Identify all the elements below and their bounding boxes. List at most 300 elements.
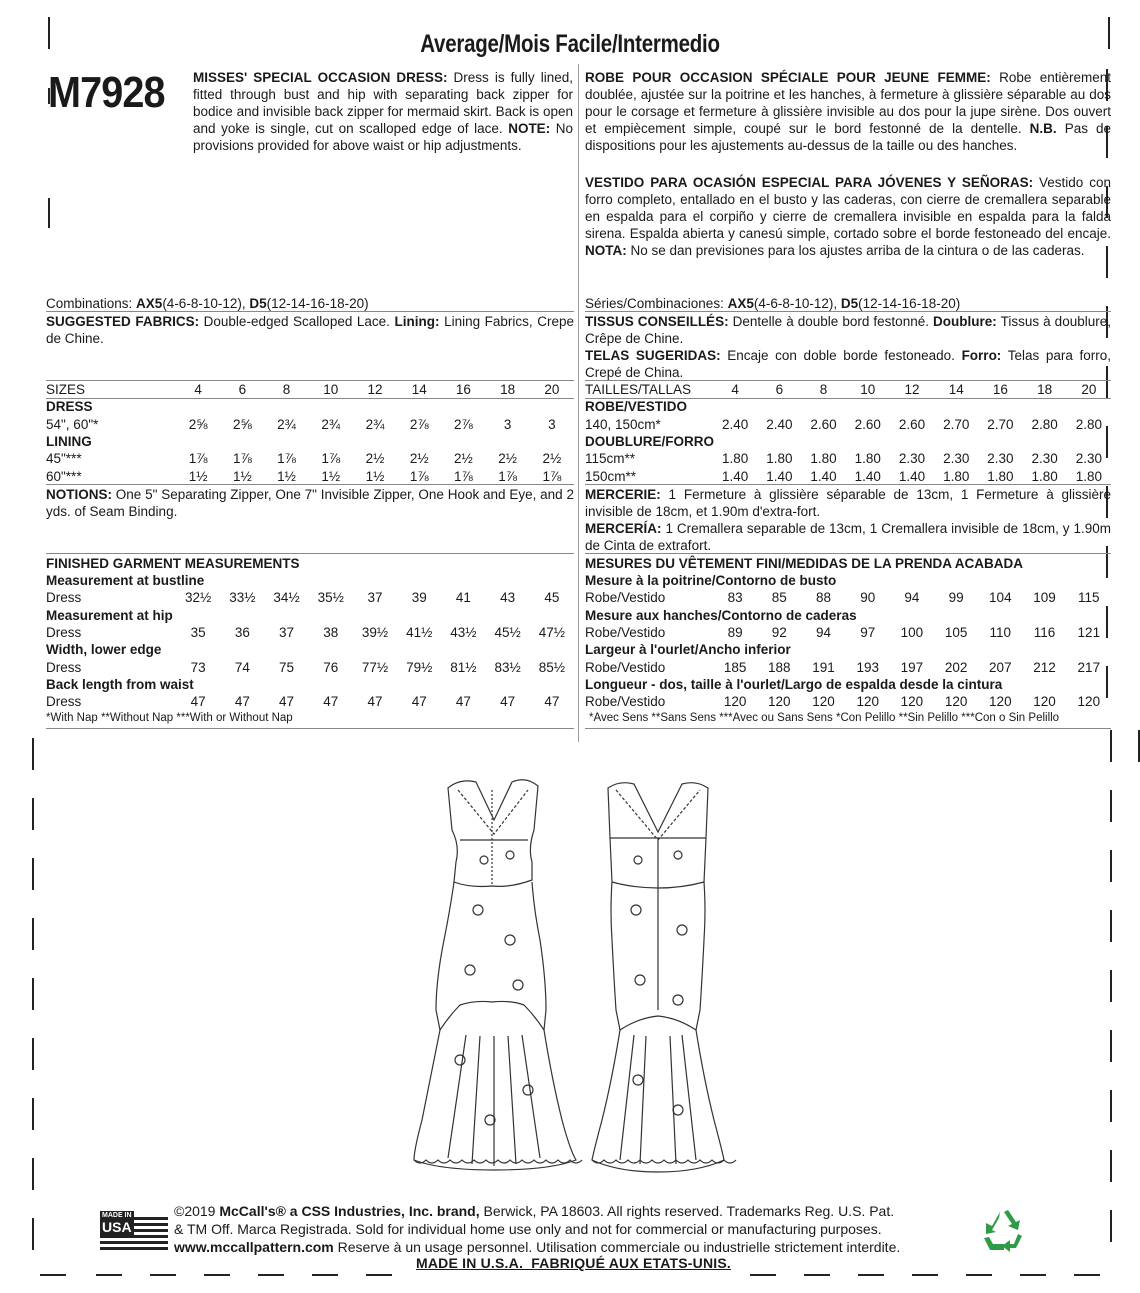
crop-mark xyxy=(204,1274,230,1276)
table-row xyxy=(46,624,574,641)
measurement-value: 188 xyxy=(768,659,791,675)
yardage-value: 2.70 xyxy=(987,416,1014,432)
copyright-year: ©2019 xyxy=(174,1203,220,1219)
crop-mark xyxy=(750,1274,776,1276)
garment-label: Dress xyxy=(46,625,82,641)
measurement-title: Back length from waist xyxy=(46,676,194,692)
crop-mark xyxy=(32,1038,34,1070)
measurement-value: 47 xyxy=(500,694,516,710)
measurement-value: 41 xyxy=(455,590,471,606)
measurement-value: 35 xyxy=(190,625,206,641)
yardage-value: 2¾ xyxy=(321,416,341,432)
made-in-label: MADE IN xyxy=(102,1212,132,1219)
website-link[interactable]: www.mccallpattern.com xyxy=(174,1239,334,1255)
crop-mark xyxy=(1110,1090,1112,1122)
size-header: 18 xyxy=(500,382,516,398)
crop-mark xyxy=(366,1274,392,1276)
yardage-value: 2½ xyxy=(454,451,473,467)
measurement-value: 100 xyxy=(900,625,924,641)
measurement-title: Width, lower edge xyxy=(46,642,162,658)
crop-mark xyxy=(912,1274,938,1276)
width-label: 45"*** xyxy=(46,451,82,467)
finished-heading-fr: MESURES DU VÊTEMENT FINI/MEDIDAS DE LA PRENDA ACABADA xyxy=(585,556,1024,571)
lining-heading-row xyxy=(585,433,1111,450)
notions-en xyxy=(46,486,574,520)
copyright-block xyxy=(174,1202,984,1256)
measurement-value: 77½ xyxy=(361,659,389,675)
measurement-title: Longueur - dos, taille à l'ourlet/Largo de espalda desde la cintura xyxy=(585,676,1003,692)
finished-table-fr xyxy=(585,572,1111,710)
yardage-value: 2.60 xyxy=(810,416,837,432)
yardage-value: 1½ xyxy=(365,468,385,484)
yardage-value: 2½ xyxy=(498,451,518,467)
crop-mark xyxy=(32,1158,34,1190)
size-header: 14 xyxy=(948,382,964,398)
footnote-fr: *Avec Sens **Sans Sens ***Avec ou Sans Sens *Con Pelillo **Sin Pelillo ***Con o Sin Pelillo xyxy=(589,712,1060,724)
fabrics-es xyxy=(585,347,1111,381)
measurement-value: 79½ xyxy=(406,659,433,675)
yardage-value: 2.40 xyxy=(766,416,793,432)
garment-label: Robe/Vestido xyxy=(585,625,666,641)
measurement-value: 185 xyxy=(723,659,747,675)
mercerie-text: 1 Fermeture à glissière séparable de 13cm, 1 Fermeture à glissière invisible de 18cm, et 1.90m d'extra-fort. xyxy=(585,487,1111,519)
garment-label: Robe/Vestido xyxy=(585,659,666,675)
table-row xyxy=(585,450,1111,467)
size-header: 4 xyxy=(194,382,202,398)
lining-label: LINING xyxy=(46,434,92,450)
measurement-value: 37 xyxy=(279,625,295,641)
yardage-value: 3 xyxy=(503,416,512,432)
table-row xyxy=(46,693,574,710)
measurement-value: 120 xyxy=(1077,694,1101,710)
description-fr xyxy=(585,69,1111,154)
yardage-value: 1½ xyxy=(321,468,341,484)
table-row xyxy=(46,450,574,467)
description-es xyxy=(585,174,1111,259)
telas-text: Encaje con doble borde festoneado. xyxy=(720,348,962,363)
desc-fr-heading: ROBE POUR OCCASION SPÉCIALE POUR JEUNE FEMME: xyxy=(585,70,991,85)
yardage-value: 2⅞ xyxy=(409,416,429,432)
table-row xyxy=(46,416,574,433)
measurement-value: 36 xyxy=(234,625,250,641)
dress-heading-row xyxy=(46,398,574,415)
width-label: 54", 60"* xyxy=(46,416,99,432)
size-header: 16 xyxy=(992,382,1008,398)
measurement-value: 47½ xyxy=(538,625,566,641)
combinations-en xyxy=(46,295,369,312)
combo-view: D5 xyxy=(840,296,859,311)
table-row xyxy=(585,589,1111,606)
yardage-value: 1½ xyxy=(232,468,252,484)
measurement-title-row xyxy=(46,641,574,658)
crop-mark xyxy=(40,1274,66,1276)
merceria-label: MERCERÍA: xyxy=(585,521,662,536)
measurement-value: 32½ xyxy=(184,590,212,606)
crop-mark xyxy=(1110,970,1112,1002)
combo-sizes: (4-6-8-10-12), xyxy=(753,296,841,311)
measurement-value: 212 xyxy=(1033,659,1056,675)
forro-text: Telas para forro, Crepé de China. xyxy=(585,348,1111,380)
yardage-value: 1⅞ xyxy=(454,468,473,484)
sizes-label: SIZES xyxy=(46,382,86,398)
measurement-value: 47 xyxy=(455,694,471,710)
description-en xyxy=(193,69,573,154)
size-header: 12 xyxy=(904,382,920,398)
measurement-value: 45 xyxy=(544,590,560,606)
size-header: 10 xyxy=(323,382,339,398)
crop-mark xyxy=(1110,910,1112,942)
lining-label: Lining: xyxy=(394,314,440,329)
back-view-drawing xyxy=(592,783,736,1172)
yardage-value: 2.60 xyxy=(898,416,926,432)
measurement-value: 88 xyxy=(815,590,832,606)
note-es-label: NOTA: xyxy=(585,243,627,258)
measurement-value: 43½ xyxy=(450,625,477,641)
yardage-value: 1.80 xyxy=(987,468,1014,484)
yardage-value: 1⅞ xyxy=(498,468,518,484)
measurement-title: Measurement at bustline xyxy=(46,573,205,589)
measurement-value: 202 xyxy=(944,659,968,675)
table-row xyxy=(585,693,1111,710)
garment-label: Dress xyxy=(46,590,82,606)
rule xyxy=(46,728,574,729)
lining-text: Lining Fabrics, Crepe de Chine. xyxy=(46,314,575,346)
crop-mark xyxy=(32,1218,34,1250)
width-label: 115cm** xyxy=(585,451,636,467)
measurement-value: 43 xyxy=(500,590,516,606)
mercerie-label: MERCERIE: xyxy=(585,487,661,502)
merceria-es xyxy=(585,520,1111,554)
fabrics-fr xyxy=(585,313,1111,347)
table-row xyxy=(46,467,574,484)
measurement-value: 45½ xyxy=(494,625,521,641)
yardage-value: 2⅞ xyxy=(454,416,473,432)
crop-mark xyxy=(966,1274,992,1276)
measurement-title-row xyxy=(46,572,574,589)
yardage-value: 2.80 xyxy=(1075,416,1103,432)
difficulty-title: Average/Mois Facile/Intermedio xyxy=(420,30,720,58)
measurement-value: 191 xyxy=(812,659,835,675)
yardage-value: 1.40 xyxy=(854,468,881,484)
garment-label: Dress xyxy=(46,659,82,675)
measurement-value: 41½ xyxy=(406,625,433,641)
measurement-value: 99 xyxy=(948,590,964,606)
crop-mark xyxy=(1074,1274,1100,1276)
yardage-value: 1½ xyxy=(277,468,296,484)
yardage-value: 1⅞ xyxy=(542,468,562,484)
yardage-value: 1.40 xyxy=(810,468,837,484)
crop-mark xyxy=(1110,850,1112,882)
desc-en-text: Dress is fully lined, fitted through bust and hip with separating back zipper for bodice and invisible back zipper for mermaid skirt. Back is open and yoke is single, cut on scalloped edge of lace. xyxy=(193,70,573,136)
crop-mark xyxy=(150,1274,176,1276)
rule xyxy=(46,553,574,554)
garment-illustration xyxy=(400,760,740,1185)
yardage-value: 1.80 xyxy=(810,451,837,467)
combo-sizes: (4-6-8-10-12), xyxy=(162,296,250,311)
crop-mark xyxy=(1110,1030,1112,1062)
measurement-value: 83 xyxy=(727,590,743,606)
measurement-value: 207 xyxy=(989,659,1012,675)
table-row xyxy=(585,658,1111,675)
size-header: 8 xyxy=(282,382,291,398)
finished-heading-en: FINISHED GARMENT MEASUREMENTS xyxy=(46,556,300,571)
yardage-value: 3 xyxy=(548,416,556,432)
measurement-value: 120 xyxy=(723,694,747,710)
combo-sizes: (12-14-16-18-20) xyxy=(266,296,369,311)
measurement-value: 116 xyxy=(1033,625,1056,641)
size-header: 16 xyxy=(455,382,471,398)
fabrics-en xyxy=(46,313,574,347)
yardage-value: 2.30 xyxy=(898,451,926,467)
size-header: 8 xyxy=(819,382,828,398)
combinations-label: Combinations: xyxy=(46,296,137,311)
measurement-value: 39 xyxy=(411,590,427,606)
yardage-value: 2⅝ xyxy=(232,416,252,432)
sizes-row xyxy=(46,381,574,398)
crop-mark xyxy=(32,978,34,1010)
note-fr-label: N.B. xyxy=(1021,121,1057,136)
front-view-drawing xyxy=(414,780,582,1170)
combo-view: AX5 xyxy=(136,296,163,311)
measurement-title-row xyxy=(585,676,1111,693)
measurement-value: 120 xyxy=(812,694,835,710)
measurement-title-row xyxy=(585,607,1111,624)
yardage-value: 1.80 xyxy=(766,451,793,467)
dress-label: ROBE/VESTIDO xyxy=(585,399,688,415)
made-in-usa-footer: MADE IN U.S.A. FABRIQUÉ AUX ETATS-UNIS. xyxy=(416,1255,731,1271)
measurement-value: 120 xyxy=(944,694,968,710)
yardage-value: 2⅝ xyxy=(188,416,208,432)
measurement-value: 90 xyxy=(860,590,876,606)
yardage-value: 2.40 xyxy=(721,416,749,432)
size-header: 18 xyxy=(1037,382,1053,398)
measurement-value: 89 xyxy=(727,625,743,641)
yardage-value: 1½ xyxy=(188,468,208,484)
notions-text: One 5" Separating Zipper, One 7" Invisible Zipper, One Hook and Eye, and 2 yds. of Seam Binding. xyxy=(46,487,574,519)
measurement-value: 94 xyxy=(815,625,832,641)
measurement-value: 33½ xyxy=(229,590,256,606)
yardage-value: 2.60 xyxy=(854,416,881,432)
tissus-label: TISSUS CONSEILLÉS: xyxy=(585,314,729,329)
table-row xyxy=(585,624,1111,641)
measurement-value: 47 xyxy=(323,694,339,710)
crop-mark xyxy=(858,1274,884,1276)
yardage-value: 1.80 xyxy=(854,451,881,467)
measurement-value: 120 xyxy=(989,694,1012,710)
crop-mark xyxy=(804,1274,830,1276)
measurement-title: Measurement at hip xyxy=(46,607,173,623)
measurement-title: Largeur à l'ourlet/Ancho inferior xyxy=(585,642,791,658)
fabrics-label: SUGGESTED FABRICS: xyxy=(46,314,200,329)
note-en-label: NOTE: xyxy=(502,121,551,136)
yardage-value: 2.30 xyxy=(1031,451,1058,467)
desc-fr-text: Robe entièrement doublée, ajustée sur la poitrine et les hanches, à fermeture à glissière séparable au dos pour le corsage et fermeture à glissière invisible au dos pour la jupe sirène. Dos ouvert et empiècement simple, coupé sur le bord festonné de la dentelle. xyxy=(585,70,1111,136)
yardage-value: 2.30 xyxy=(943,451,970,467)
usa-label: USA xyxy=(102,1219,132,1235)
table-row xyxy=(585,416,1111,433)
measurement-value: 97 xyxy=(860,625,876,641)
measurement-value: 47 xyxy=(190,694,206,710)
measurement-value: 73 xyxy=(190,659,206,675)
garment-label: Robe/Vestido xyxy=(585,590,666,606)
measurement-value: 197 xyxy=(900,659,924,675)
yardage-value: 1.80 xyxy=(1075,468,1103,484)
measurement-value: 75 xyxy=(279,659,295,675)
crop-mark xyxy=(32,798,34,830)
measurement-value: 47 xyxy=(544,694,560,710)
crop-mark xyxy=(1110,1210,1112,1242)
crop-mark xyxy=(312,1274,338,1276)
measurement-title-row xyxy=(585,572,1111,589)
merceria-text: 1 Cremallera separable de 13cm, 1 Cremallera invisible de 18cm, y 1.90m de Cinta de extrafort. xyxy=(585,521,1111,553)
rule xyxy=(46,484,574,485)
measurement-value: 81½ xyxy=(450,659,477,675)
combinations-label: Séries/Combinaciones: xyxy=(585,296,728,311)
measurement-value: 47 xyxy=(411,694,427,710)
crop-mark xyxy=(48,17,50,49)
yardage-value: 2¾ xyxy=(277,416,296,432)
brand-name: McCall's® a CSS Industries, Inc. brand, xyxy=(219,1203,480,1219)
sizes-label: TAILLES/TALLAS xyxy=(585,382,692,398)
combo-sizes: (12-14-16-18-20) xyxy=(858,296,961,311)
table-row xyxy=(46,658,574,675)
combo-view: AX5 xyxy=(727,296,754,311)
size-header: 12 xyxy=(367,382,383,398)
measurement-value: 47 xyxy=(367,694,383,710)
size-header: 6 xyxy=(775,382,784,398)
measurement-value: 121 xyxy=(1077,625,1101,641)
crop-mark xyxy=(32,1098,34,1130)
yardage-table-en xyxy=(46,381,574,485)
yardage-value: 1.80 xyxy=(1031,468,1058,484)
measurement-value: 120 xyxy=(900,694,924,710)
measurement-value: 104 xyxy=(989,590,1012,606)
yardage-value: 1.40 xyxy=(766,468,793,484)
yardage-value: 1⅞ xyxy=(321,451,341,467)
usage-text-fr: Reserve à un usage personnel. Utilisation commerciale ou industrielle strictement interdite. xyxy=(333,1239,901,1255)
doublure-text: Tissus à doublure, Crêpe de Chine. xyxy=(585,314,1111,346)
yardage-value: 2½ xyxy=(542,451,562,467)
size-header: 14 xyxy=(411,382,427,398)
notions-label: NOTIONS: xyxy=(46,487,112,502)
garment-label: Dress xyxy=(46,694,82,710)
telas-label: TELAS SUGERIDAS: xyxy=(585,348,721,363)
measurement-value: 120 xyxy=(856,694,879,710)
measurement-title-row xyxy=(585,641,1111,658)
table-row xyxy=(585,467,1111,484)
mercerie-fr xyxy=(585,486,1111,520)
size-header: 6 xyxy=(238,382,247,398)
yardage-value: 2¾ xyxy=(365,416,385,432)
dress-heading-row xyxy=(585,398,1111,415)
measurement-value: 217 xyxy=(1077,659,1101,675)
rule xyxy=(585,311,1111,312)
desc-es-text: Vestido con forro completo, entallado en el busto y las caderas, con cierre de cremallera separable en espalda para el corpiño y cierre de cremallera invisible en espalda para la falda sirena. Espalda abierta y canesú simple, cortado sobre el borde festoneado del encaje. xyxy=(585,175,1111,241)
yardage-value: 1.40 xyxy=(721,468,749,484)
sizes-row xyxy=(585,381,1111,398)
measurement-value: 47 xyxy=(234,694,250,710)
crop-mark xyxy=(1020,1274,1046,1276)
yardage-value: 2.30 xyxy=(987,451,1014,467)
measurement-value: 92 xyxy=(771,625,787,641)
measurement-value: 38 xyxy=(323,625,339,641)
measurement-value: 109 xyxy=(1033,590,1056,606)
fabrics-text: Double-edged Scalloped Lace. xyxy=(199,314,395,329)
measurement-value: 94 xyxy=(904,590,920,606)
measurement-value: 115 xyxy=(1078,590,1100,606)
measurement-value: 83½ xyxy=(494,659,521,675)
rule xyxy=(46,311,574,312)
measurement-value: 85½ xyxy=(538,659,566,675)
usage-text: & TM Off. Marca Registrada. Sold for individual home use only and not for commercial or manufacturing purposes. xyxy=(174,1221,882,1237)
yardage-value: 2½ xyxy=(409,451,429,467)
crop-mark xyxy=(258,1274,284,1276)
measurement-value: 47 xyxy=(279,694,295,710)
yardage-value: 2½ xyxy=(365,451,385,467)
yardage-value: 1.80 xyxy=(943,468,970,484)
note-en-text: No provisions provided for above waist or hip adjustments. xyxy=(193,121,573,153)
crop-mark xyxy=(1110,790,1112,822)
yardage-value: 1⅞ xyxy=(232,451,252,467)
measurement-value: 120 xyxy=(768,694,791,710)
crop-mark xyxy=(32,738,34,770)
recycle-icon xyxy=(982,1210,1026,1252)
crop-mark xyxy=(96,1274,122,1276)
measurement-value: 76 xyxy=(323,659,339,675)
measurement-title: Mesure à la poitrine/Contorno de busto xyxy=(585,573,837,589)
rule xyxy=(585,484,1111,485)
measurement-value: 35½ xyxy=(317,590,344,606)
size-header: 20 xyxy=(1081,382,1097,398)
yardage-value: 1⅞ xyxy=(188,451,208,467)
combinations-fr xyxy=(585,295,960,312)
measurement-value: 39½ xyxy=(361,625,389,641)
finished-table-en xyxy=(46,572,574,710)
rule xyxy=(585,728,1111,729)
yardage-value: 2.30 xyxy=(1075,451,1103,467)
column-divider xyxy=(578,64,579,742)
pattern-number: M7928 xyxy=(48,68,165,117)
forro-label: Forro: xyxy=(961,348,1002,363)
yardage-value: 1.80 xyxy=(721,451,749,467)
yardage-table-fr xyxy=(585,381,1111,485)
measurement-value: 193 xyxy=(856,659,879,675)
measurement-value: 105 xyxy=(944,625,968,641)
size-header: 20 xyxy=(544,382,560,398)
combo-view: D5 xyxy=(249,296,267,311)
copyright-text: Berwick, PA 18603. All rights reserved. Trademarks Reg. U.S. Pat. xyxy=(479,1203,895,1219)
footnote-en: *With Nap **Without Nap ***With or Without Nap xyxy=(46,712,293,724)
crop-mark xyxy=(32,858,34,890)
crop-mark xyxy=(48,198,50,228)
crop-mark xyxy=(1110,1150,1112,1182)
desc-es-heading: VESTIDO PARA OCASIÓN ESPECIAL PARA JÓVENES Y SEÑORAS: xyxy=(585,175,1034,190)
table-row xyxy=(46,589,574,606)
measurement-title-row xyxy=(46,676,574,693)
yardage-value: 2.70 xyxy=(943,416,970,432)
crop-mark xyxy=(32,918,34,950)
yardage-value: 1.40 xyxy=(898,468,926,484)
crop-mark xyxy=(1110,730,1112,762)
measurement-value: 110 xyxy=(989,625,1012,641)
crop-mark xyxy=(1108,17,1110,49)
width-label: 140, 150cm* xyxy=(585,416,661,432)
desc-en-heading: MISSES' SPECIAL OCCASION DRESS: xyxy=(193,70,448,85)
rule xyxy=(585,553,1111,554)
lining-label: DOUBLURE/FORRO xyxy=(585,434,714,450)
garment-label: Robe/Vestido xyxy=(585,694,666,710)
dress-label: DRESS xyxy=(46,399,93,415)
